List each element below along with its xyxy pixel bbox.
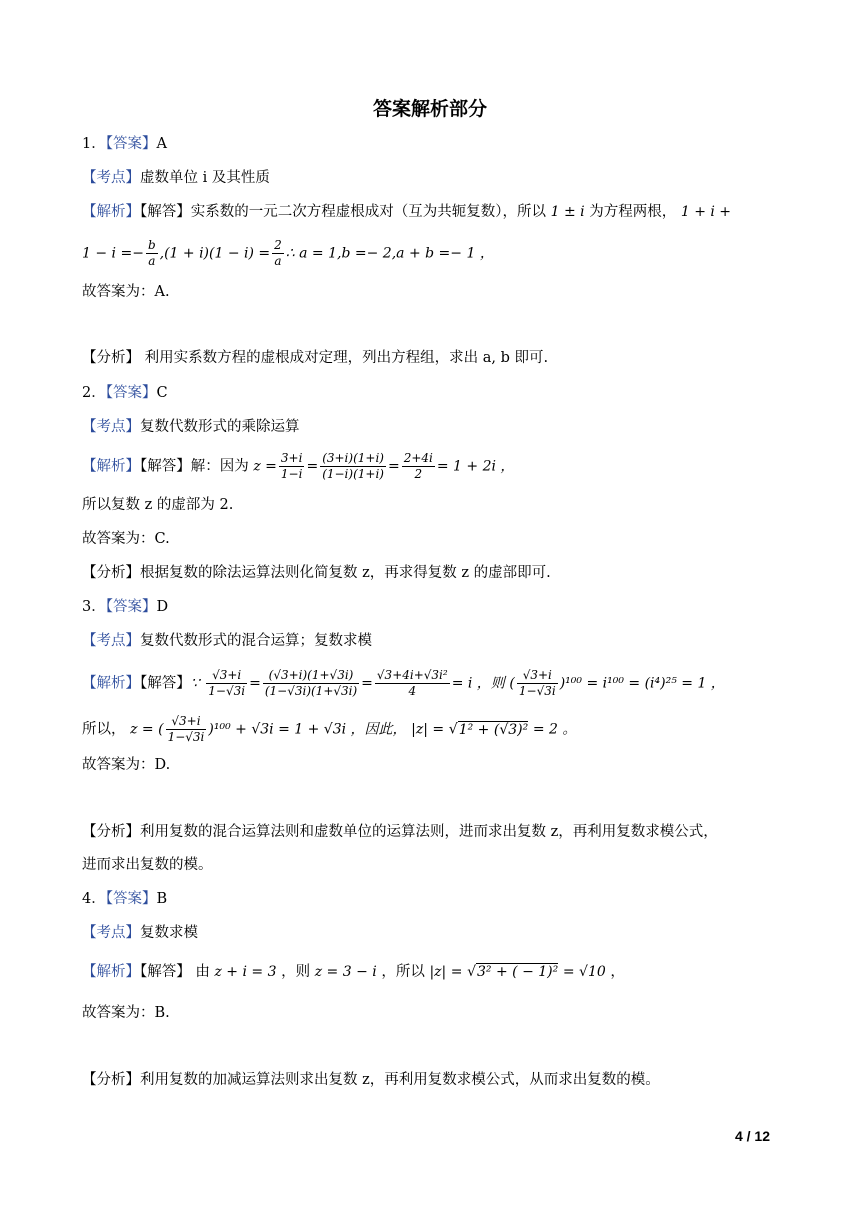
analysis-tag: 【解析】: [82, 675, 140, 692]
q3-frac2: [263, 668, 359, 699]
fenxi-tag: 【分析】: [82, 565, 140, 581]
q1-math-sum: 1 + i +: [680, 204, 732, 220]
q3-mid: = i ，则: [451, 675, 505, 692]
solution-tag: 【解答】: [140, 964, 191, 980]
frac-num: √3+i: [166, 714, 207, 730]
q1-solution-line2: [82, 238, 494, 269]
q3-frac4: [517, 668, 558, 699]
q1-frac-b-a: [146, 238, 158, 269]
q4-m4: = √10: [562, 964, 606, 980]
q4-m3: |z| =: [429, 964, 463, 980]
frac-den: (1−i)(1+i): [322, 467, 384, 481]
solution-tag: 【解答】: [140, 204, 191, 220]
q3-fenxi-line2: 进而求出复数的模。: [82, 857, 213, 873]
q2-frac2: [320, 451, 386, 482]
q3-line2-c: = 2 。: [532, 721, 577, 738]
q4-answer: B: [156, 891, 168, 907]
q4-point: 复数求模: [140, 925, 198, 941]
frac-num: (√3+i)(1+√3i): [263, 668, 359, 684]
q3-point-line: [82, 631, 372, 651]
q2-answer: C: [156, 385, 168, 401]
q3-solution-line1: 【解析】【解答】∵ $\frac{√3+i}{1-√3i}$ = $\frac{(√3+i)(1+√3i)}{(1-√3i)(1+√3i)}$ = $\frac{\text{√3+4i+√3i²}}{4}$ = i ，则 ( $\frac{√3+i}{1-√3i}$ )¹⁰⁰ = i¹⁰⁰ = (i⁴)²⁵ = 1 ，: [82, 668, 725, 698]
q1-point: 虚数单位 i 及其性质: [140, 170, 270, 186]
q4-answer-line: [82, 889, 167, 909]
q1-eq-b: ,(1 + i)(1 − i) =: [159, 245, 271, 262]
point-tag: 【考点】: [82, 419, 140, 435]
frac-num: 2+4i: [403, 451, 433, 465]
q2-answer-line: [82, 383, 168, 403]
frac-den: 1−√3i: [208, 684, 246, 698]
q4-m2: z = 3 − i: [314, 964, 377, 980]
q3-line2-z: z = (: [130, 721, 164, 738]
q2-z-eq: z =: [253, 458, 277, 475]
q3-number: 3．: [82, 599, 106, 615]
page-number: 4 / 12: [734, 1128, 770, 1144]
q1-answer: A: [156, 136, 167, 152]
q2-conclusion: 故答案为：C.: [82, 531, 170, 547]
q3-answer-line: [82, 597, 168, 617]
q4-solution-line: 【解析】【解答】 由 z + i = 3 ，则 z = 3 − i ，所以 |z| = √3² + ( − 1)² = √10 ，: [82, 964, 625, 980]
q1-conclusion: 故答案为：A.: [82, 284, 170, 300]
frac-den: 1−√3i: [167, 730, 205, 744]
q1-solution-text: 实系数的一元二次方程虚根成对（互为共轭复数），所以: [190, 204, 546, 220]
q1-solution-line1: [82, 202, 731, 222]
answer-tag: 【答案】: [105, 891, 157, 907]
frac-num: 2: [274, 238, 282, 252]
q3-line2-mod: |z| =: [411, 721, 445, 738]
answer-tag: 【答案】: [105, 136, 157, 152]
fenxi-tag: 【分析】: [82, 1072, 140, 1088]
frac-num: √3+i: [206, 668, 247, 684]
q2-line2: 所以复数 z 的虚部为 2.: [82, 497, 234, 513]
q2-frac3: [402, 451, 435, 482]
q3-frac3: [375, 668, 450, 699]
q4-radicand: 3² + ( − 1)²: [477, 964, 559, 980]
q4-m1: z + i = 3: [214, 964, 277, 980]
frac-num: √3+4i+√3i²: [376, 668, 448, 682]
q3-answer: D: [156, 599, 169, 615]
analysis-tag: 【解析】: [82, 204, 140, 220]
q1-point-line: [82, 168, 270, 188]
q1-math-roots: 1 ± i: [550, 204, 585, 220]
frac-den: 2: [414, 467, 423, 481]
q2-solution-text: 解：因为: [190, 458, 249, 475]
q2-point: 复数代数形式的乘除运算: [140, 419, 300, 435]
q4-sol-a: 由: [190, 964, 210, 980]
q3-point: 复数代数形式的混合运算；复数求模: [140, 633, 372, 649]
frac-den: 1−√3i: [518, 684, 556, 698]
analysis-tag: 【解析】: [82, 458, 140, 475]
q3-radicand: 1² + (√3)²: [458, 721, 529, 738]
frac-den: 1−i: [280, 467, 303, 481]
q4-number: 4．: [82, 891, 106, 907]
q3-solution-line2: 所以， z = ( $\frac{√3+i}{1-√3i}$ )¹⁰⁰ + √3i = 1 + √3i ，因此， |z| = √1² + (√3)² = 2 。: [82, 714, 577, 744]
q3-because: ∵: [190, 675, 200, 692]
q2-fenxi-line: [82, 563, 551, 583]
q1-frac-2-a: [272, 238, 284, 269]
frac-den: (1−√3i)(1+√3i): [264, 684, 358, 698]
q2-number: 2．: [82, 385, 106, 401]
q1-eq-a: 1 − i =−: [82, 245, 144, 262]
fenxi-tag: 【分析】: [82, 824, 140, 840]
solution-tag: 【解答】: [140, 675, 191, 692]
frac-num: b: [147, 238, 156, 252]
q4-fenxi: 利用复数的加减运算法则求出复数 z，再利用复数求模公式，从而求出复数的模。: [140, 1072, 660, 1088]
q1-solution-text2: 为方程两根，: [589, 204, 677, 220]
q1-answer-line: [82, 134, 167, 154]
point-tag: 【考点】: [82, 633, 140, 649]
q2-fenxi: 根据复数的除法运算法则化简复数 z，再求得复数 z 的虚部即可.: [140, 565, 551, 581]
q2-tail: = 1 + 2i ，: [436, 458, 515, 475]
q3-fenxi-line: [82, 822, 718, 842]
q1-eq-c: ∴ a = 1,b =− 2,a + b =− 1 ，: [285, 245, 494, 262]
q2-point-line: [82, 417, 300, 437]
frac-num: 3+i: [280, 451, 303, 465]
q1-number: 1．: [82, 136, 106, 152]
frac-den: a: [148, 254, 156, 268]
q4-conclusion: 故答案为：B.: [82, 1005, 170, 1021]
answer-tag: 【答案】: [105, 599, 157, 615]
q3-fenxi-1: 利用复数的混合运算法则和虚数单位的运算法则，进而求出复数 z，再利用复数求模公式，: [140, 824, 718, 840]
frac-num: √3+i: [517, 668, 558, 684]
answer-tag: 【答案】: [105, 385, 157, 401]
q4-sol-d: ，: [610, 964, 625, 980]
q2-frac1: [279, 451, 305, 482]
frac-num: (3+i)(1+i): [322, 451, 384, 465]
frac-den: 4: [408, 684, 417, 698]
solution-tag: 【解答】: [140, 458, 191, 475]
q2-solution-line1: 【解析】【解答】解：因为 z = $\frac{3+i}{1-i}$ = $\frac{(3+i)(1+i)}{(1-i)(1+i)}$ = $\frac{2+4i}{2}$ = 1 + 2i ，: [82, 451, 515, 481]
q3-frac5: [166, 714, 207, 745]
q4-point-line: [82, 923, 198, 943]
analysis-tag: 【解析】: [82, 964, 140, 980]
q3-line2-a: 所以，: [82, 721, 126, 738]
page-title: 答案解析部分: [372, 98, 487, 120]
q1-fenxi: 利用实系数方程的虚根成对定理，列出方程组，求出 a, b 即可.: [140, 350, 549, 366]
frac-den: a: [274, 254, 282, 268]
fenxi-tag: 【分析】: [82, 350, 140, 366]
q3-line2-b: )¹⁰⁰ + √3i = 1 + √3i ，因此，: [208, 721, 407, 738]
q3-pow-tail: )¹⁰⁰ = i¹⁰⁰ = (i⁴)²⁵ = 1 ，: [559, 675, 725, 692]
q1-fenxi-line: [82, 348, 548, 368]
q3-conclusion: 故答案为：D.: [82, 757, 171, 773]
q3-frac1: [206, 668, 247, 699]
q4-sol-c: ，所以: [381, 964, 425, 980]
q4-fenxi-line: [82, 1070, 660, 1090]
q4-sol-b: ，则: [281, 964, 311, 980]
point-tag: 【考点】: [82, 925, 140, 941]
point-tag: 【考点】: [82, 170, 140, 186]
